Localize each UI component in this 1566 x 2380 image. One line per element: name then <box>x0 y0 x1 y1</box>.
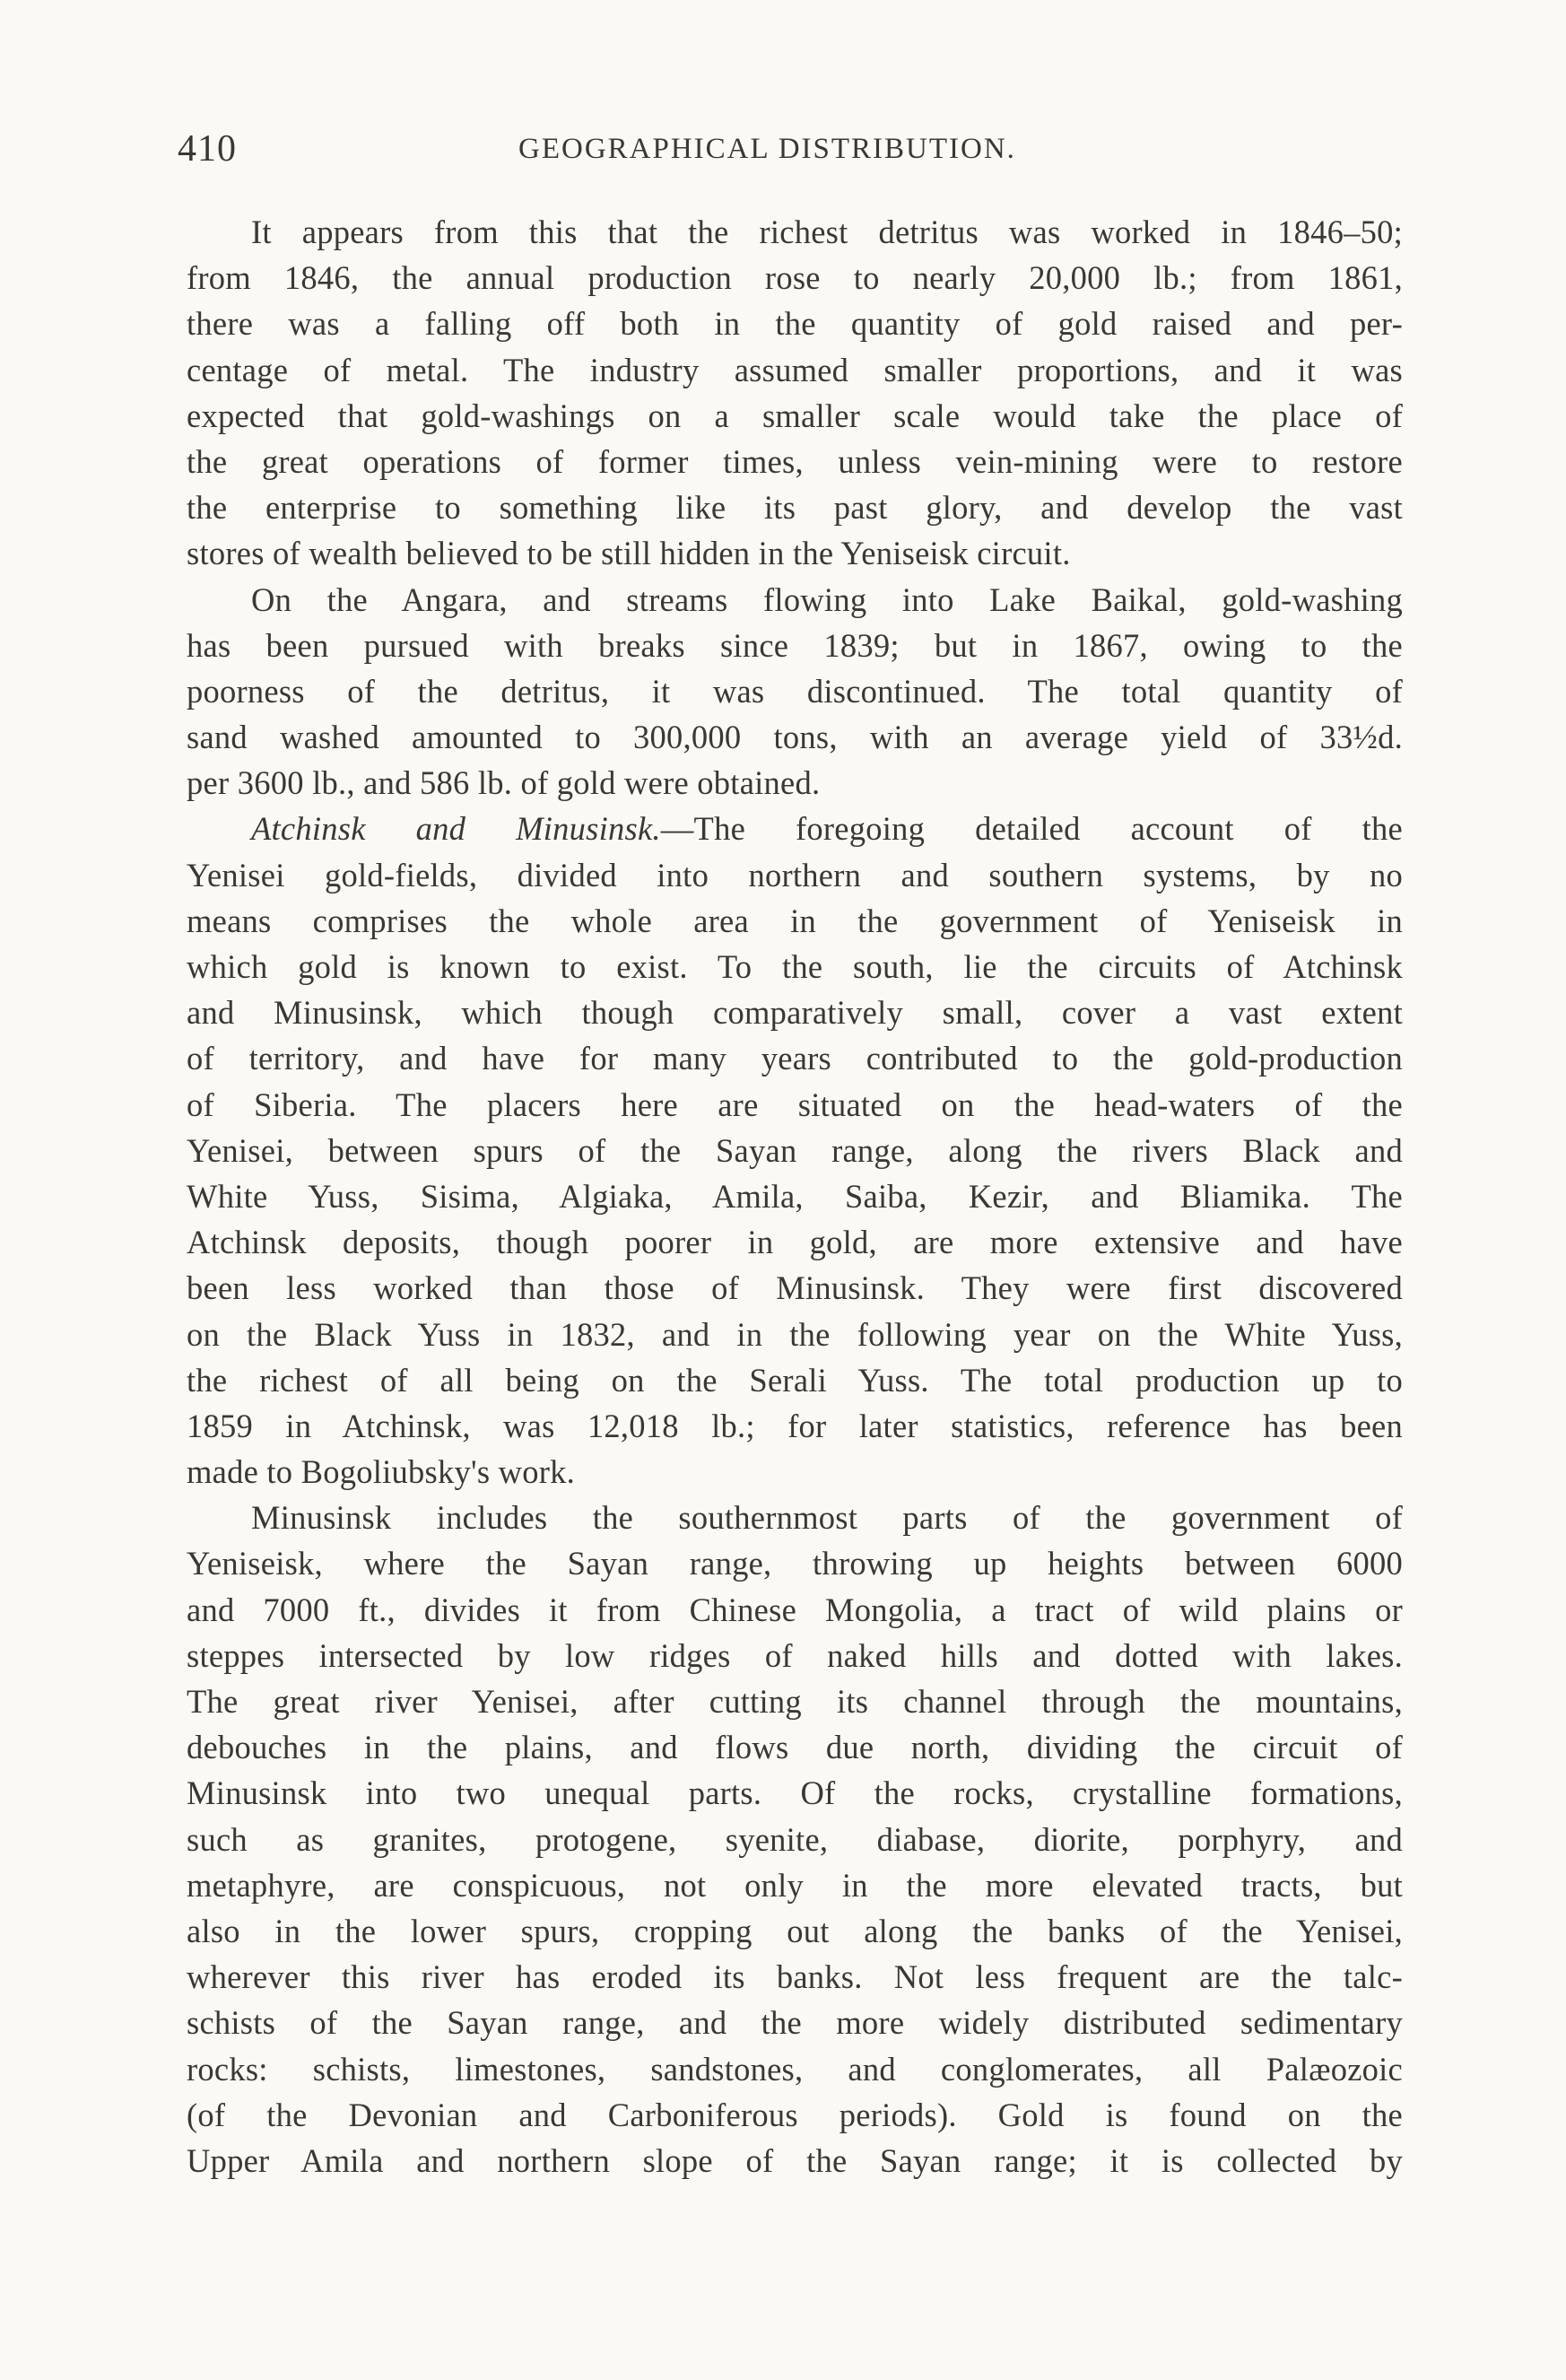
text-line: and Minusinsk, which though comparatively small, cover a vast extent <box>187 994 1403 1032</box>
running-head <box>178 127 1417 172</box>
text-line-remainder: —The foregoing detailed account of the <box>660 810 1403 848</box>
text-line: the richest of all being on the Serali Yuss. The total production up to <box>187 1361 1403 1399</box>
text-line: the great operations of former times, unless vein-mining were to restore <box>187 442 1403 480</box>
text-line: made to Bogoliubsky's work. <box>187 1453 576 1491</box>
section-heading: Atchinsk and Minusinsk. <box>251 810 661 848</box>
text-line: Yenisei gold-fields, divided into northern and southern systems, by no <box>187 856 1403 894</box>
text-line: the enterprise to something like its past glory, and develop the vast <box>187 489 1403 527</box>
text-line: Yeniseisk, where the Sayan range, throwing up heights between 6000 <box>187 1545 1403 1582</box>
text-line: on the Black Yuss in 1832, and in the following year on the White Yuss, <box>187 1315 1403 1353</box>
text-line: Upper Amila and northern slope of the Sayan range; it is collected by <box>187 2141 1403 2179</box>
text-line: of territory, and have for many years contributed to the gold-production <box>187 1040 1403 1077</box>
text-line: per 3600 lb., and 586 lb. of gold were obtained. <box>187 764 821 802</box>
page-number: 410 <box>178 128 237 170</box>
text-line: has been pursued with breaks since 1839; but in 1867, owing to the <box>187 626 1403 664</box>
text-body <box>187 209 1403 2184</box>
text-line: and 7000 ft., divides it from Chinese Mongolia, a tract of wild plains or <box>187 1591 1403 1628</box>
running-title: GEOGRAPHICAL DISTRIBUTION. <box>518 133 1016 165</box>
text-line: expected that gold-washings on a smaller scale would take the place of <box>187 397 1403 434</box>
text-line: debouches in the plains, and flows due north, dividing the circuit of <box>187 1729 1403 1766</box>
text-line: such as granites, protogene, syenite, diabase, diorite, porphyry, and <box>187 1820 1403 1858</box>
text-line: of Siberia. The placers here are situated on the head-waters of the <box>187 1085 1403 1123</box>
text-line: metaphyre, are conspicuous, not only in the more elevated tracts, but <box>187 1866 1403 1904</box>
text-line: It appears from this that the richest detritus was worked in 1846–50; <box>251 214 1403 250</box>
text-line: rocks: schists, limestones, sandstones, and conglomerates, all Palæozoic <box>187 2050 1403 2088</box>
text-line: Minusinsk includes the southernmost parts of the government of <box>251 1499 1403 1537</box>
text-line: from 1846, the annual production rose to nearly 20,000 lb.; from 1861, <box>187 259 1403 297</box>
text-line: schists of the Sayan range, and the more widely distributed sedimentary <box>187 2004 1403 2042</box>
text-line: centage of metal. The industry assumed smaller proportions, and it was <box>187 351 1403 388</box>
text-line: poorness of the detritus, it was discontinued. The total quantity of <box>187 672 1403 710</box>
text-line: means comprises the whole area in the government of Yeniseisk in <box>187 902 1403 939</box>
text-line-with-heading <box>187 806 1403 851</box>
text-line: Minusinsk into two unequal parts. Of the rocks, crystalline formations, <box>187 1774 1403 1812</box>
text-line: The great river Yenisei, after cutting its channel through the mountains, <box>187 1683 1403 1720</box>
text-line: been less worked than those of Minusinsk. They were first discovered <box>187 1269 1403 1307</box>
text-line: steppes intersected by low ridges of naked hills and dotted with lakes. <box>187 1636 1403 1674</box>
text-line: wherever this river has eroded its banks. Not less frequent are the talc- <box>187 1958 1403 1996</box>
paragraph-minusinsk-geology <box>187 1495 1403 2184</box>
text-line: there was a falling off both in the quantity of gold raised and per- <box>187 305 1403 343</box>
text-line: stores of wealth believed to be still hidden in the Yeniseisk circuit. <box>187 535 1071 572</box>
paragraph-gold-yield-decline <box>187 209 1403 577</box>
text-line: On the Angara, and streams flowing into Lake Baikal, gold-washing <box>251 580 1403 618</box>
text-line: also in the lower spurs, cropping out along the banks of the Yenisei, <box>187 1912 1403 1949</box>
paragraph-angara <box>187 577 1403 806</box>
text-line: Yenisei, between spurs of the Sayan range, along the rivers Black and <box>187 1131 1403 1169</box>
text-line: sand washed amounted to 300,000 tons, with an average yield of 33½d. <box>187 719 1403 756</box>
text-line: which gold is known to exist. To the south, lie the circuits of Atchinsk <box>187 948 1403 985</box>
text-line: 1859 in Atchinsk, was 12,018 lb.; for later statistics, reference has been <box>187 1407 1403 1444</box>
text-line: (of the Devonian and Carboniferous periods). Gold is found on the <box>187 2096 1403 2133</box>
text-line: White Yuss, Sisima, Algiaka, Amila, Saiba, Kezir, and Bliamika. The <box>187 1177 1403 1215</box>
text-line: Atchinsk deposits, though poorer in gold, are more extensive and have <box>187 1224 1403 1261</box>
paragraph-atchinsk-minusinsk <box>187 806 1403 1495</box>
